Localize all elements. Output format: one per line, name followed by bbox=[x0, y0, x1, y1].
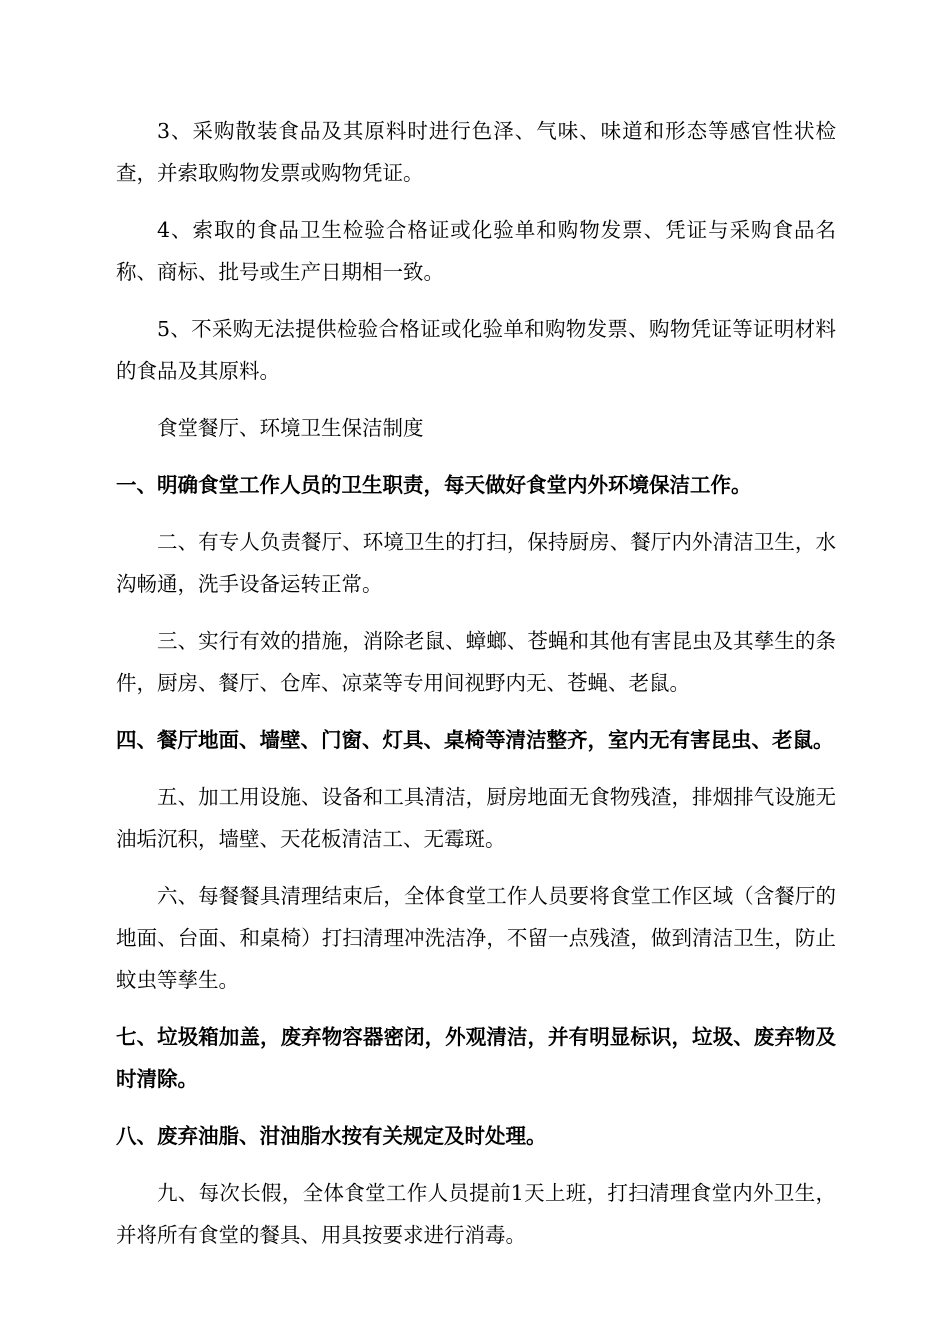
rule-8: 八、废弃油脂、泔油脂水按有关规定及时处理。 bbox=[116, 1124, 547, 1148]
rule-6: 六、每餐餐具清理结束后，全体食堂工作人员要将食堂工作区域（含餐厅的地面、台面、和桌椅）打扫清理冲洗洁净，不留一点残渣，做到清洁卫生，防止蚊虫等孳生。 bbox=[116, 884, 836, 992]
document-page bbox=[116, 110, 836, 1271]
paragraph-item-4: 4、索取的食品卫生检验合格证或化验单和购物发票、凭证与采购食品名称、商标、批号或生产日期相一致。 bbox=[116, 218, 836, 284]
rule-5: 五、加工用设施、设备和工具清洁，厨房地面无食物残渣，排烟排气设施无油垢沉积，墙壁、天花板清洁工、无霉斑。 bbox=[116, 785, 836, 851]
section-title: 食堂餐厅、环境卫生保洁制度 bbox=[157, 416, 424, 440]
rule-3: 三、实行有效的措施，消除老鼠、蟑螂、苍蝇和其他有害昆虫及其孳生的条件，厨房、餐厅、仓库、凉菜等专用间视野内无、苍蝇、老鼠。 bbox=[116, 629, 836, 695]
rule-7: 七、垃圾箱加盖，废弃物容器密闭，外观清洁，并有明显标识，垃圾、废弃物及时清除。 bbox=[116, 1025, 836, 1091]
paragraph-item-5: 5、不采购无法提供检验合格证或化验单和购物发票、购物凭证等证明材料的食品及其原料。 bbox=[116, 317, 836, 383]
rule-4: 四、餐厅地面、墙壁、门窗、灯具、桌椅等清洁整齐，室内无有害昆虫、老鼠。 bbox=[116, 728, 834, 752]
rule-1: 一、明确食堂工作人员的卫生职责，每天做好食堂内外环境保洁工作。 bbox=[116, 473, 752, 497]
rule-9: 九、每次长假，全体食堂工作人员提前1天上班，打扫清理食堂内外卫生，并将所有食堂的餐具、用具按要求进行消毒。 bbox=[116, 1181, 836, 1247]
paragraph-item-3: 3、采购散装食品及其原料时进行色泽、气味、味道和形态等感官性状检查，并索取购物发票或购物凭证。 bbox=[116, 119, 836, 185]
rule-2: 二、有专人负责餐厅、环境卫生的打扫，保持厨房、餐厅内外清洁卫生，水沟畅通，洗手设备运转正常。 bbox=[116, 530, 836, 596]
